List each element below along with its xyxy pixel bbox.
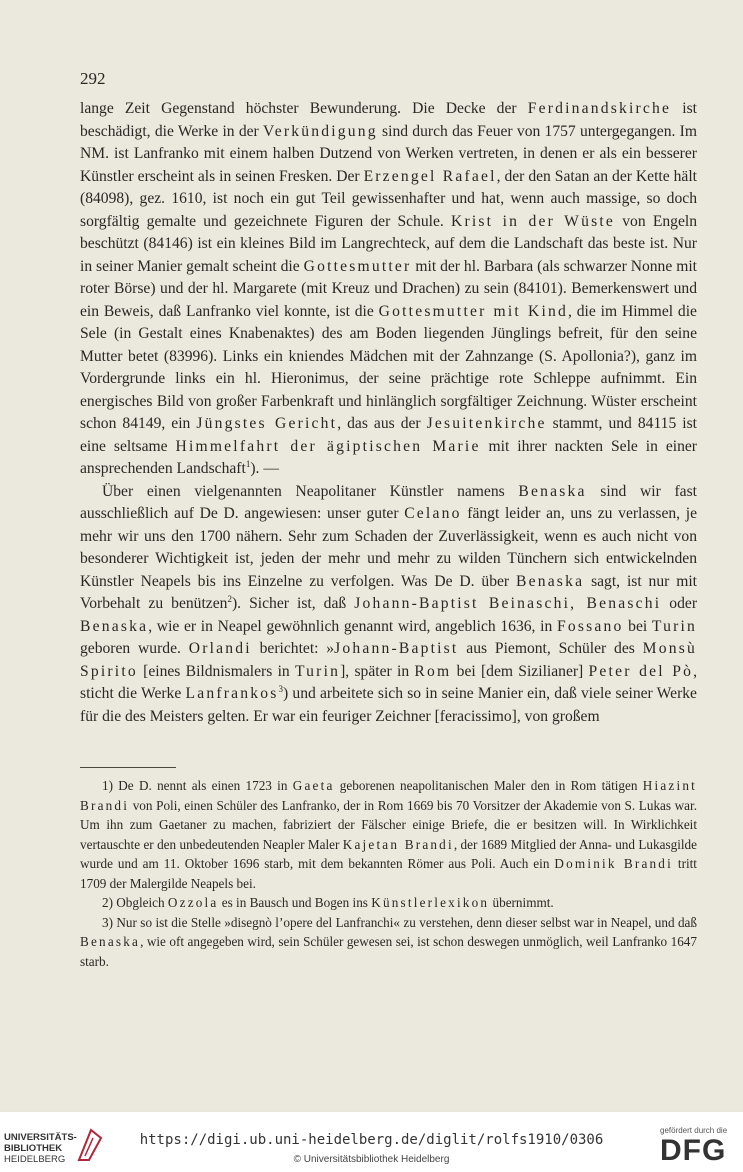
footnote-ref: 3 [278,683,283,694]
text-run: lange Zeit Gegenstand höchster Bewunderung. Die Decke der [80,100,528,117]
spaced-name: Ferdinandskirche [527,100,672,117]
paragraph [80,98,697,481]
spaced-name: Turin [651,617,698,635]
text-run: geboren wurde. [80,640,189,657]
spaced-name: Gottesmutter mit Kind [378,302,568,320]
spaced-name: Lanfrankos [185,685,279,702]
footnote [80,913,697,972]
text-run: 3) Nur so ist die Stelle »disegnò l’opere del Lanfranchi« zu verstehen, denn dieser selbst war in Neapel, und daß [102,914,697,930]
spaced-name: Gaeta [292,778,335,793]
main-text [80,98,697,728]
text-run: es in Bausch und Bogen ins [218,895,372,910]
text-run: mit ihrer nackten Sele in einer ansprechenden Landschaft [80,437,697,477]
text-run: berichtet: » [251,640,335,657]
text-run: 2) Obgleich [102,895,168,910]
spaced-name: Orlandi [188,640,252,657]
paragraph [80,481,697,729]
text-run: mit der hl. Barbara (als schwarzer Nonne mit roter Börse) und der hl. Margarete (mit Kreuz und Drachen) zu sein (84101). Bemerkenswert und ein Beweis, daß Lanfranko viel konnte, ist die [80,257,697,320]
text-run: [eines Bildnismalers in [137,662,295,680]
library-name-line: UNIVERSITÄTS- [4,1132,77,1143]
footnote [80,893,697,913]
spaced-name: Benaska [80,934,141,949]
text-run: von Engeln beschützt (84146) ist ein kleines Bild im Langrechteck, auf dem die Landschaft das beste ist. Nur in seiner Manier gemalt scheint die [80,212,698,275]
text-run: , der den Satan an der Kette hält (84098), gez. 1610, ist noch ein gut Teil gewissenhafter und hat, wenn auch massige, so doch sorgfältig gemalte und gezeichnete Figuren der Schule. [80,167,697,230]
copyright-notice: © Universitätsbibliothek Heidelberg [293,1154,450,1165]
page-number: 292 [80,69,106,88]
text-run: , sticht die Werke [80,662,697,702]
spaced-name: Krist in der Wüste [451,212,616,230]
text-run: , die im Himmel die Sele (in Gestalt eines Knabenaktes) des am Boden liegenden Jünglings befreit, für den seine Mutter betet (83996). Links ein kniendes Mädchen mit der Zahnzange (S. Apollonia?), ganz im Vordergrunde links ein hl. Hieronimus, der seine prächtige rote Schleppe aufnimmt. Ein energisches Bild von großer Farbenkraft und hinlänglich sorgfältiger Zeichnung. Wüster erscheint schon 84149, ein [80,302,697,432]
text-run: bei [623,617,652,635]
spaced-name: Erzengel Rafael [363,167,497,185]
library-name-line: BIBLIOTHEK [4,1143,63,1154]
text-run: ). Sicher ist, daß [231,595,355,612]
viewer-footer [0,1112,743,1172]
spaced-name: Dominik Brandi [554,856,673,871]
text-run: Über einen vielgenannten Neapolitaner Künstler namens [102,482,519,500]
text-run: , das aus der [337,415,427,432]
text-run: geborenen neapolitanischen Maler den in Rom tätigen [334,778,643,793]
text-run: fängt leider an, uns zu verlassen, je mehr wir uns den 1700 nähern. Sehr zum Schaden der Zuverlässigkeit, wenn es auch nicht von besonderer Wichtigkeit ist, jeden der mehr und mehr zu wilden Tünchern sich entwickelnden Künstler Neapels bis ins Einzelne zu verfolgen. Was De D. über [80,505,697,590]
permalink-url[interactable]: https://digi.ub.uni-heidelberg.de/diglit/rolfs1910/0306 [139,1132,604,1148]
text-run: , wie oft angegeben wird, sein Schüler gewesen sei, ist schon deswegen unmöglich, weil Lanfranko 1647 starb. [80,934,697,969]
footnote-ref: 1 [245,458,251,469]
text-run: sagt, ist nur mit Vorbehalt zu benützen [80,572,697,612]
footnotes [80,776,697,971]
spaced-name: Fossano [556,617,624,635]
text-run: ist beschädigt, die Werke in der [80,100,697,140]
text-run: ) und arbeitete sich so in seine Manier ein, daß viele seiner Werke für die des Meisters gelten. Er war ein feuriger Zeichner [feracissimo], von großem [80,685,697,725]
text-run: bei [dem Sizilianer] [451,662,589,680]
text-run: aus Piemont, Schüler des [458,640,643,657]
text-run: , wie er in Neapel gewöhnlich genannt wird, angeblich 1636, in [148,617,557,635]
text-run: ). — [250,460,279,477]
spaced-name: Johann-Baptist Beinaschi, Benaschi [354,595,662,612]
spaced-name: Kajetan Brandi [342,836,454,852]
funding-label: gefördert durch die [660,1126,728,1135]
text-run: ], später in [340,662,415,680]
library-name-line: HEIDELBERG [4,1154,66,1165]
text-run: sind durch das Feuer von 1757 untergegangen. Im NM. ist Lanfranko mit einem halben Dutzend von Werken vertreten, in denen er als ein besserer Künstler erscheint als in seinen Fresken. Der [80,122,697,185]
spaced-name: Gottesmutter [303,257,412,275]
footnote [80,776,697,893]
spaced-name: Peter del Pò [588,662,694,680]
text-run: 1) De D. nennt als einen 1723 in [102,778,293,793]
spaced-name: Celano [404,505,462,522]
footnote-ref: 2 [227,593,232,604]
text-run: stammt, und 84115 ist eine seltsame [80,415,698,455]
spaced-name: Turin [295,662,341,680]
spaced-name: Jesuitenkirche [426,415,547,432]
spaced-name: Monsù Spirito [80,640,697,680]
spaced-name: Benaska [515,572,585,590]
text-run: sind wir fast ausschließlich auf De D. angewiesen: unser guter [80,482,697,522]
spaced-name: Ozzola [167,895,219,910]
spaced-name: Benaska [80,617,149,635]
text-run: tritt 1709 der Malergilde Neapels bei. [80,856,697,891]
spaced-name: Künstlerlexikon [371,895,490,910]
text-run: übernimmt. [489,895,554,910]
dfg-logo[interactable]: DFG [660,1134,727,1167]
spaced-name: Jüngstes Gericht [196,415,338,432]
text-run: oder [661,595,698,612]
spaced-name: Benaska [518,482,587,500]
spaced-name: Johann-Baptist [334,640,459,657]
spaced-name: Himmelfahrt der ägiptischen Marie [175,437,481,455]
footnote-divider [80,767,176,768]
spaced-name: Rom [414,662,452,680]
text-run: von Poli, einen Schüler des Lanfranko, der in Rom 1669 bis 70 Vorsitzer der Akademie von S. Lukas war. Um ihn zum Gaetaner zu machen, fabriziert der Fälscher einige Briefe, die er besitzen will. In Wirklichkeit vertauschte er den unbedeutenden Neapler Maler [80,797,697,852]
spaced-name: Hiazint Brandi [80,778,697,813]
spaced-name: Verkündigung [263,122,378,140]
text-run: , der 1689 Mitglied der Anna- und Lukasgilde wurde und am 11. Oktober 1696 starb, mit dem bekannten Römer aus Poli. Auch ein [80,836,697,871]
